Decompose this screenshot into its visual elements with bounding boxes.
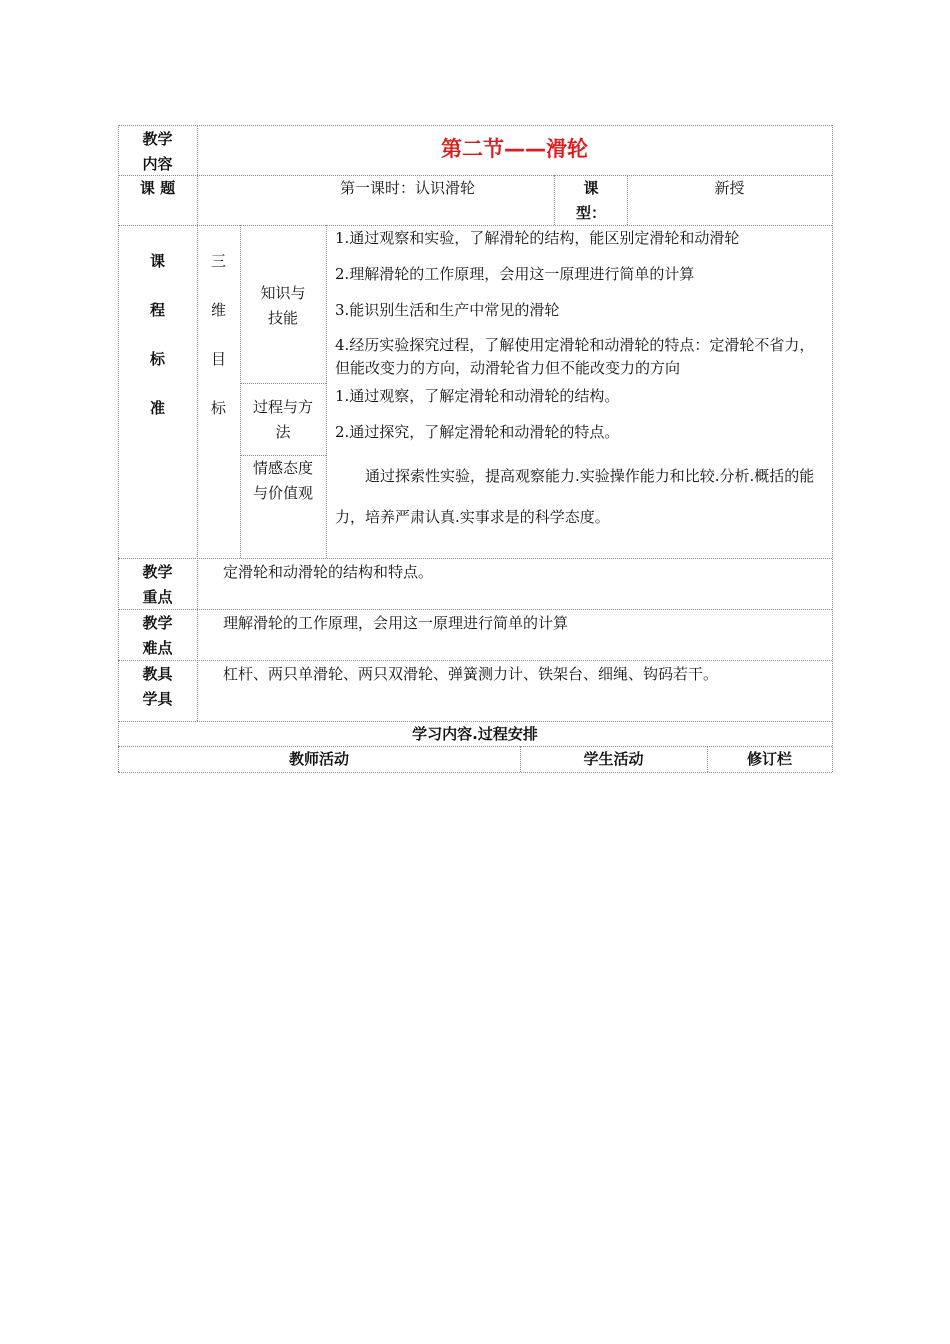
label-char: 三	[210, 252, 226, 270]
column-teacher-activity: 教师活动	[288, 750, 349, 768]
column-student-activity: 学生活动	[583, 750, 644, 768]
label-char: 目	[210, 350, 226, 368]
label-char: 程	[149, 301, 165, 319]
difficulties-text: 理解滑轮的工作原理，会用这一原理进行简单的计算	[223, 614, 569, 632]
label-three-dim-goals	[197, 237, 240, 433]
emotion-goal-text: 通过探索性实验，提高观察能力.实验操作能力和比较.分析.概括的能力，培养严肃认真.实事求是的科学态度。	[335, 467, 815, 526]
key-points-text: 定滑轮和动滑轮的结构和特点。	[223, 563, 434, 581]
label-char: 标	[149, 350, 165, 368]
goal-item: 1.通过观察，了解定滑轮和动滑轮的结构。	[335, 387, 620, 405]
process-goals	[335, 385, 829, 444]
label-char: 准	[149, 399, 165, 417]
label-knowledge-skills: 知识与 技能	[260, 284, 306, 327]
column-revision: 修订栏	[746, 750, 792, 768]
label-lesson-type: 课 型：	[575, 179, 606, 222]
label-char: 标	[210, 399, 226, 417]
tools-text: 杠杆、两只单滑轮、两只双滑轮、弹簧测力计、铁架台、细绳、钩码若干。	[223, 665, 719, 683]
page-title: 第二节——滑轮	[441, 137, 588, 161]
label-curriculum-standard	[118, 237, 197, 433]
lesson-type-value: 新授	[714, 179, 745, 197]
arrangement-title: 学习内容.过程安排	[412, 725, 538, 743]
goal-item: 1.通过观察和实验，了解滑轮的结构，能区别定滑轮和动滑轮	[335, 229, 740, 247]
goal-item: 3.能识别生活和生产中常见的滑轮	[335, 301, 560, 319]
label-difficulties: 教学 难点	[142, 614, 173, 657]
label-topic: 课 题	[139, 179, 176, 197]
label-process-method: 过程与方 法	[252, 398, 313, 441]
label-char: 维	[210, 301, 226, 319]
goal-item: 2.通过探究，了解定滑轮和动滑轮的特点。	[335, 423, 620, 441]
label-emotion-values: 情感态度 与价值观	[252, 459, 313, 502]
goal-item: 4.经历实验探究过程，了解使用定滑轮和动滑轮的特点：定滑轮不省力，但能改变力的方向，动滑轮省力但不能改变力的方向	[335, 336, 815, 377]
label-teaching-content: 教学 内容	[142, 130, 173, 173]
knowledge-goals	[335, 227, 829, 380]
label-key-points: 教学 重点	[142, 563, 173, 606]
topic-value: 第一课时：认识滑轮	[340, 179, 476, 197]
label-tools: 教具 学具	[142, 665, 173, 708]
label-char: 课	[149, 252, 165, 270]
goal-item: 2.理解滑轮的工作原理，会用这一原理进行简单的计算	[335, 265, 695, 283]
